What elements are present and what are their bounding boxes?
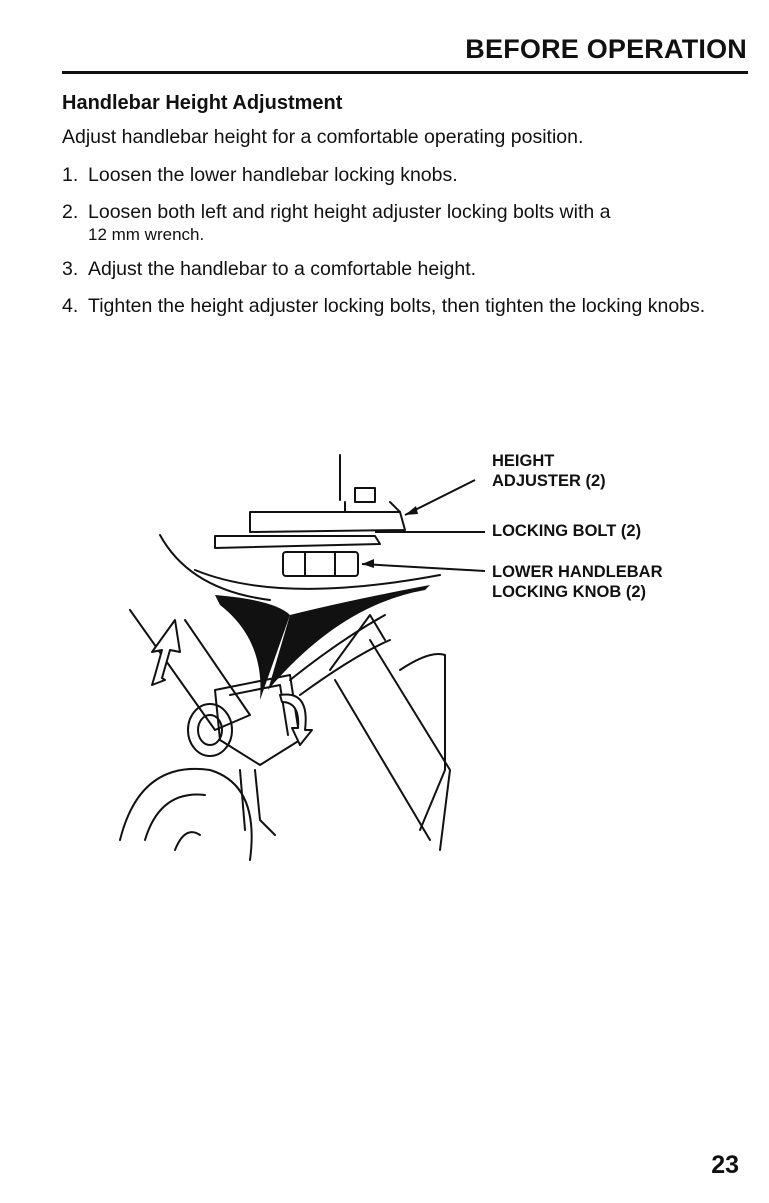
callout-height-adjuster: HEIGHT ADJUSTER (2) [492,452,606,490]
wheel [120,769,252,860]
handlebar-adjustment-illustration [100,440,520,870]
step-text: Tighten the height adjuster locking bolts, then tighten the locking knobs. [88,295,706,317]
step-text: Adjust the handlebar to a comfortable height. [88,258,477,280]
step-4 [62,294,742,319]
locking-knob-detail [283,552,358,576]
step-1 [62,163,742,188]
step-2 [62,200,742,245]
subsection-heading: Handlebar Height Adjustment [62,92,343,114]
locking-knob-leader [362,564,485,571]
step-text-continued: 12 mm wrench. [88,225,205,244]
instruction-steps [62,163,742,331]
header-divider [62,71,748,74]
locking-bolt-detail [215,536,380,548]
adjuster-tab [355,488,375,502]
step-3 [62,257,742,282]
height-adjuster-detail [250,512,405,532]
step-number: 4. [62,295,79,317]
step-text: Loosen the lower handlebar locking knobs. [88,164,458,186]
step-number: 3. [62,258,79,280]
callout-lower-handlebar-knob: LOWER HANDLEBAR LOCKING KNOB (2) [492,563,663,601]
detail-outline [195,570,440,589]
callout-locking-bolt: LOCKING BOLT (2) [492,522,642,540]
locking-knob [188,704,232,756]
page-number: 23 [711,1151,739,1179]
step-number: 1. [62,164,79,186]
section-title: BEFORE OPERATION [465,34,747,64]
intro-text: Adjust handlebar height for a comfortable operating position. [62,126,584,148]
handlebar [130,610,250,730]
step-number: 2. [62,201,79,223]
mower-housing [400,654,445,830]
step-text: Loosen both left and right height adjuster locking bolts with a [88,201,611,223]
